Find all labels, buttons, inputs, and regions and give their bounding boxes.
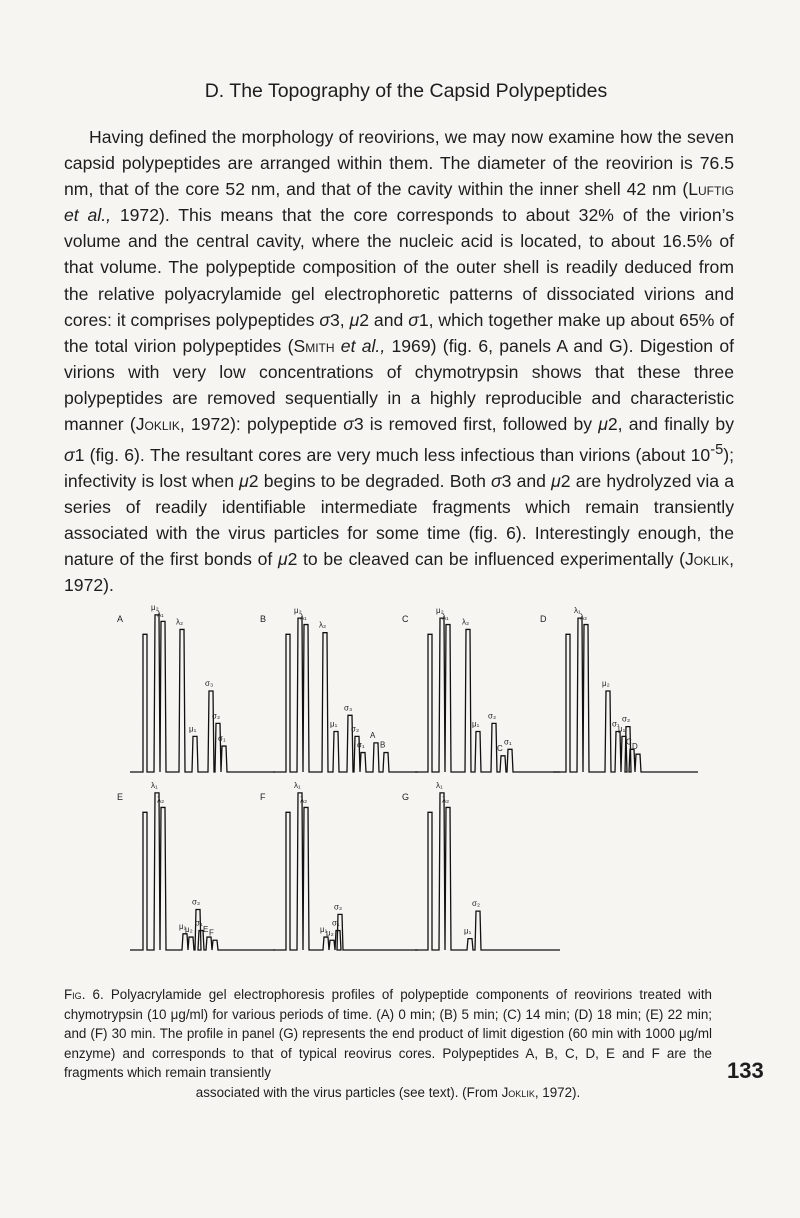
peak-label: μ₁ [320, 925, 328, 935]
peak-label: σ₁ [332, 918, 340, 928]
peak-label: λ₁ [151, 780, 158, 790]
peak-label: σ₃ [344, 703, 353, 713]
figure-6-electrophoresis-profiles [0, 600, 800, 970]
peak-label: λ₁ [157, 609, 164, 619]
peak-label: μ₂ [151, 602, 159, 612]
peak-label: λ₂ [300, 795, 308, 805]
peak-label: μ₂ [436, 606, 444, 616]
panel-c [402, 606, 560, 772]
profile-trace [273, 618, 418, 772]
peak-label: C [626, 737, 632, 747]
peak-label: D [632, 742, 638, 752]
peak-label: λ₂ [580, 612, 588, 622]
peak-label: μ₁ [472, 719, 480, 729]
peak-label: σ₂ [488, 711, 497, 721]
peak-label: σ₁ [357, 740, 365, 750]
peak-label: λ₂ [442, 795, 450, 805]
panel-d [540, 606, 698, 772]
profile-trace [415, 793, 560, 950]
panel-label: G [402, 792, 410, 802]
peak-label: λ₁ [294, 780, 301, 790]
page-number: 133 [727, 1058, 764, 1083]
peak-label: σ₂ [192, 897, 201, 907]
peak-label: E [203, 925, 209, 935]
panel-label: C [402, 614, 409, 624]
section-heading: D. The Topography of the Capsid Polypeptides [204, 80, 608, 102]
peak-label: μ₁ [179, 921, 187, 931]
peak-label: λ₂ [462, 617, 470, 627]
panel-label: A [117, 614, 124, 624]
peak-label: λ₁ [574, 606, 581, 616]
panel-label: D [540, 614, 547, 624]
peak-label: λ₂ [157, 795, 165, 805]
peak-label: μ₂ [185, 925, 193, 935]
panel-f [260, 781, 418, 950]
peak-label: F [209, 928, 214, 938]
peak-label: μ₁ [189, 724, 197, 734]
peak-label: μ₂ [602, 679, 610, 688]
panel-b [260, 606, 418, 772]
profile-trace [273, 793, 418, 950]
figure-caption: Fig. 6. Polyacrylamide gel electrophoresis profiles of polypeptide components of reovirions treated with chymotrypsin (10 μg/ml) for various periods of time. (A) 0 min; (B) 5 min; (C) 14 min; (D) 18 min; (E) 22 min; and (F) 30 min. The profile in panel (G) represents the end product of limit digestion (60 min with 1000 μg/ml enzyme) and corresponds to that of typical reovirus cores. Polypeptides A, B, C, D, E and F are the fragments which remain transiently associated with the virus particles (see text). (From Joklik, 1972). [64, 987, 712, 1100]
peak-label: λ₂ [319, 620, 327, 630]
peak-label: σ₂ [472, 899, 481, 909]
panel-label: B [260, 614, 267, 624]
peak-label: λ₁ [442, 612, 449, 622]
profile-trace [553, 618, 698, 772]
profile-trace [415, 618, 560, 772]
panel-g [402, 781, 560, 950]
peak-label: λ₁ [436, 780, 443, 790]
peak-label: B [380, 740, 386, 750]
peak-label: σ₂ [351, 724, 360, 734]
peak-label: σ₁ [612, 719, 620, 729]
peak-label: λ₁ [300, 612, 307, 622]
peak-label: σ₁ [504, 737, 512, 747]
profile-trace [130, 615, 275, 772]
peak-label: A [370, 730, 376, 740]
peak-label: μ₂ [326, 928, 334, 938]
body-text: Having defined the morphology of reovirions, we may now examine how the seven capsid polypeptides are arranged within them. The diameter of the reovirion is 76.5 nm, that of the core 52 nm, and that of the cavity within the inner shell 42 nm (Luftig et al., 1972). This means that the core corresponds to about 32% of the virion’s volume and the central cavity, where the nucleic acid is located, to about 16.5% of that volume. The polypeptide composition of the outer shell is readily deduced from the relative polyacrylamide gel electrophoretic patterns of dissociated virions and cores: it comprises polypeptides σ3, μ2 and σ1, which together make up about 65% of the total virion polypeptides (Smith et al., 1969) (fig. 6, panels A and G). Digestion of virions with very low concentrations of chymotrypsin shows that these three polypeptides are removed sequentially in a highly reproducible and characteristic manner (Joklik, 1972): polypeptide σ3 is removed first, followed by μ2, and finally by σ1 (fig. 6). The resultant cores are very much less infectious than virions (about $10^{-5}$); infectivity is lost when μ2 begins to be degraded. Both σ3 and μ2 are hydrolyzed via a series of readily identifiable intermediate fragments which remain transiently associated with the virus particles for some time (fig. 6). Interestingly enough, the nature of the first bonds of μ2 to be cleaved can be influenced experimentally (Joklik, 1972). [64, 127, 735, 596]
peak-label: σ₃ [205, 679, 214, 688]
peak-label: λ₂ [176, 617, 184, 627]
peak-label: σ₂ [334, 902, 343, 912]
peak-label: μ₁ [464, 926, 472, 936]
panel-e [117, 781, 275, 950]
panel-label: E [117, 792, 124, 802]
peak-label: μ₂ [294, 606, 302, 616]
panel-a [117, 603, 275, 772]
peak-label: σ₁ [218, 734, 226, 744]
peak-label: μ₁ [618, 724, 626, 734]
peak-label: σ₂ [212, 711, 221, 721]
peak-label: μ₁ [330, 719, 338, 729]
peak-label: C [497, 743, 503, 753]
peak-label: σ₂ [622, 714, 631, 724]
panel-label: F [260, 792, 266, 802]
peak-label: σ₁ [195, 918, 203, 928]
